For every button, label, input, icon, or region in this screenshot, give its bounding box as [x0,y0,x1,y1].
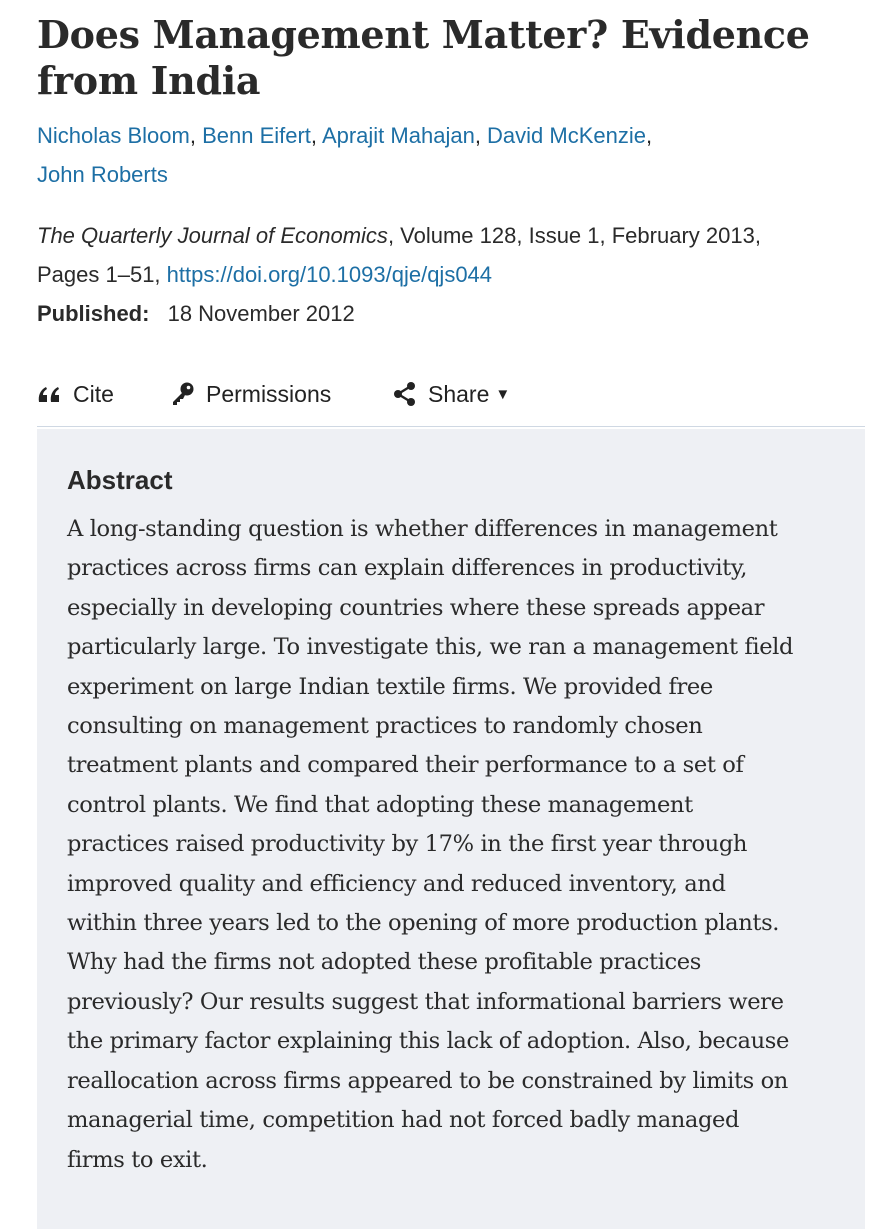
share-icon [392,381,418,407]
author-link[interactable]: John Roberts [37,162,168,187]
quote-icon [37,384,63,404]
published-value: 18 November 2012 [167,301,355,326]
abstract-line: practices raised productivity by 17% in the first year through [67,831,748,858]
share-button[interactable] [392,381,510,408]
abstract-line: A long-standing question is whether differences in management [67,516,778,542]
volume-info: , Volume 128, Issue 1, February 2013, [387,223,761,248]
article-page [37,0,865,1173]
published-date [37,294,865,333]
abstract-line: reallocation across firms appeared to be constrained by limits on [67,1067,788,1094]
permissions-label: Permissions [206,380,332,407]
cite-button[interactable] [37,381,170,408]
abstract-line: Why had the firms not adopted these profitable practices [67,949,701,976]
published-label: Published: [37,301,150,326]
article-toolbar [37,374,865,427]
abstract-line: control plants. We find that adopting these management [67,791,693,818]
doi-link[interactable]: https://doi.org/10.1093/qje/qjs044 [166,262,493,287]
chevron-down-icon: ▼ [495,385,511,403]
author-link[interactable]: David McKenzie [487,123,646,148]
share-label: Share [428,380,490,407]
author-link[interactable]: Benn Eifert [202,123,311,148]
page-range: Pages 1–51, [37,262,161,287]
abstract-line: firms to exit. [67,1146,208,1173]
cite-label: Cite [73,380,114,407]
abstract-line: consulting on management practices to randomly chosen [67,713,703,740]
abstract-line: improved quality and efficiency and reduced inventory, and [67,870,726,897]
journal-name: The Quarterly Journal of Economics [37,223,388,248]
article-title: Does Management Matter? Evidence from India [37,12,810,103]
citation-info [37,216,865,294]
abstract-line: particularly large. To investigate this, we ran a management field [67,634,794,661]
permissions-button[interactable] [170,381,392,408]
abstract-heading: Abstract [67,465,173,495]
author-link[interactable]: Aprajit Mahajan [321,123,475,148]
author-link[interactable]: Nicholas Bloom [37,123,190,148]
abstract-line: especially in developing countries where these spreads appear [67,594,765,621]
abstract-line: treatment plants and compared their performance to a set of [67,752,744,779]
abstract-line: experiment on large Indian textile firms. We provided free [67,673,713,700]
abstract-text [67,510,835,1180]
abstract-line: within three years led to the opening of more production plants. [67,910,780,937]
abstract-line: the primary factor explaining this lack of adoption. Also, because [67,1028,789,1055]
abstract-line: managerial time, competition had not forced badly managed [67,1107,740,1134]
abstract-line: practices across firms can explain differences in productivity, [67,555,747,582]
abstract-line: previously? Our results suggest that informational barriers were [67,988,784,1015]
abstract-section [37,429,865,1229]
key-icon [170,381,196,407]
author-list: Nicholas Bloom, Benn Eifert, Aprajit Mahajan, David McKenzie, John Roberts [37,123,653,187]
